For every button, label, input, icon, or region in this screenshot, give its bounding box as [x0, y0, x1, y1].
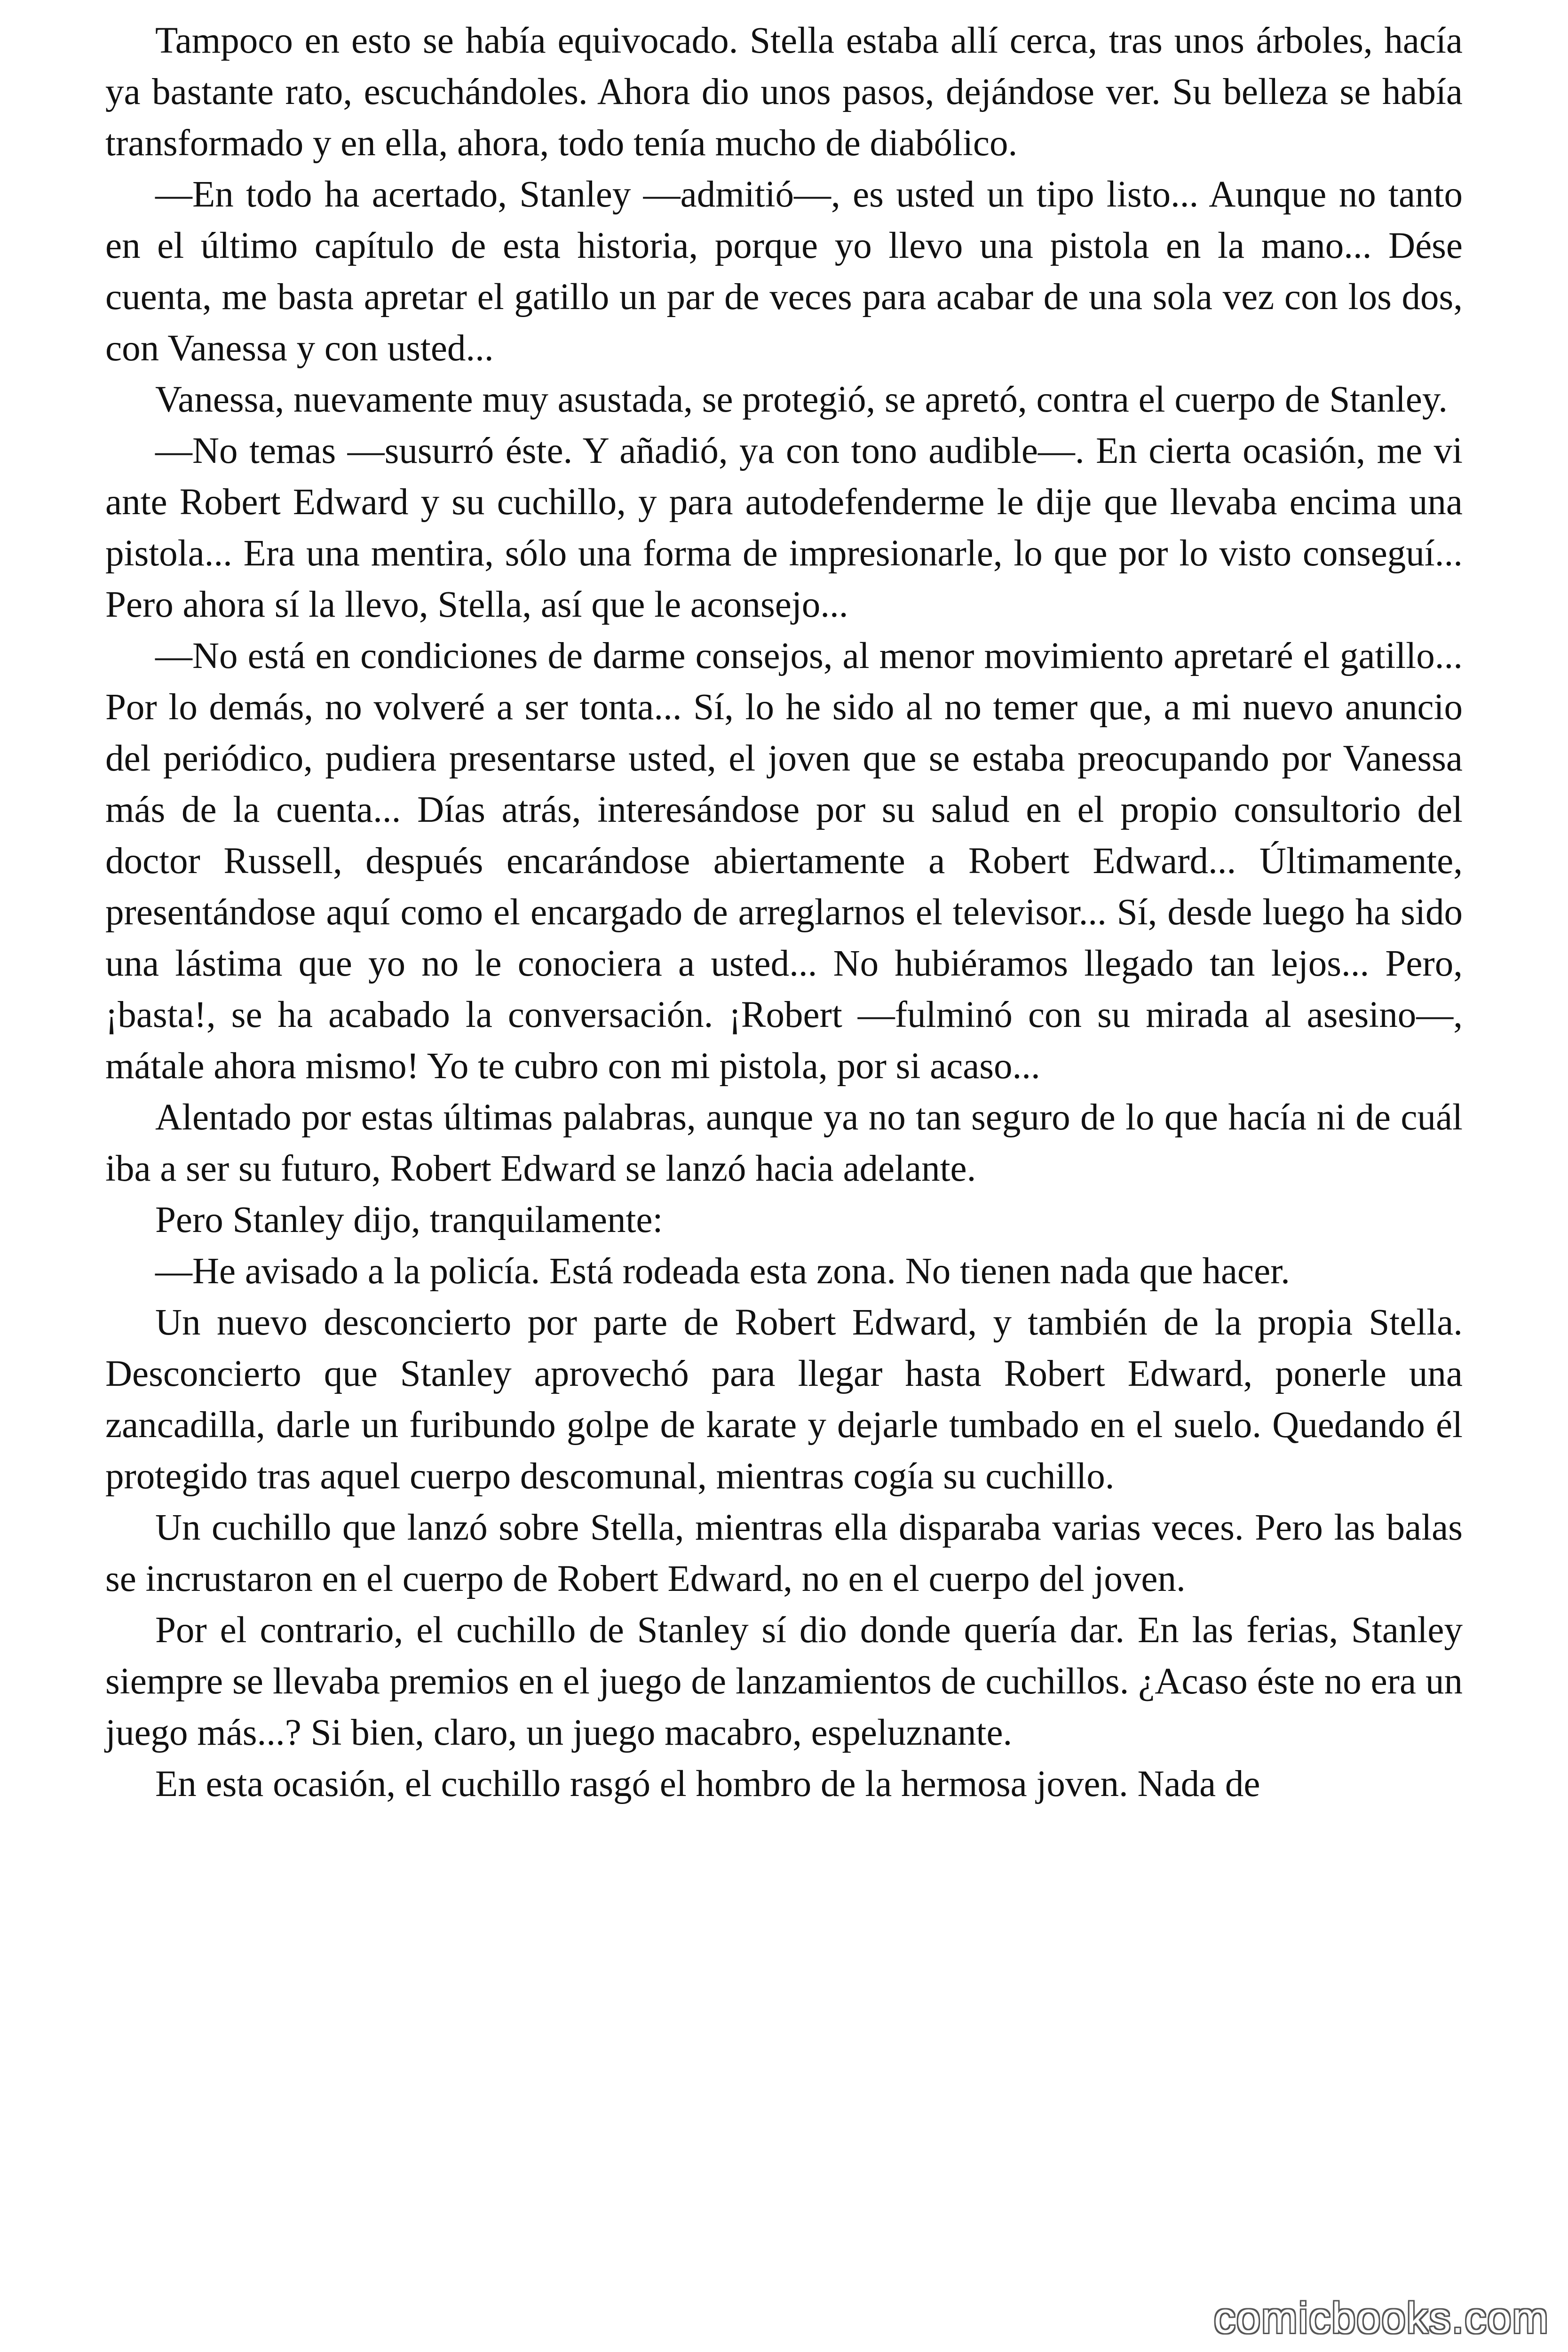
page-text: [105, 15, 1463, 1810]
paragraph: —No temas —susurró éste. Y añadió, ya con tono audible—. En cierta ocasión, me vi ante Robert Edward y su cuchillo, y para autodefenderme le dije que llevaba encima una pistola... Era una mentira, sólo una forma de impresionarle, lo que por lo visto conseguí... Pero ahora sí la llevo, Stella, así que le aconsejo...: [105, 430, 1463, 625]
paragraph: Tampoco en esto se había equivocado. Stella estaba allí cerca, tras unos árboles, hacía ya bastante rato, escuchándoles. Ahora dio unos pasos, dejándose ver. Su belleza se había transformado y en ella, ahora, todo tenía mucho de diabólico.: [105, 20, 1463, 164]
paragraph: Un cuchillo que lanzó sobre Stella, mientras ella disparaba varias veces. Pero las balas se incrustaron en el cuerpo de Robert Edward, no en el cuerpo del joven.: [105, 1507, 1463, 1599]
paragraph: En esta ocasión, el cuchillo rasgó el hombro de la hermosa joven. Nada de: [155, 1764, 1260, 1804]
paragraph: Por el contrario, el cuchillo de Stanley sí dio donde quería dar. En las ferias, Stanley siempre se llevaba premios en el juego de lanzamientos de cuchillos. ¿Acaso éste no era un juego más...? Si bien, claro, un juego macabro, espeluznante.: [105, 1610, 1463, 1753]
paragraph: Pero Stanley dijo, tranquilamente:: [155, 1200, 663, 1240]
paragraph: —He avisado a la policía. Está rodeada esta zona. No tienen nada que hacer.: [155, 1251, 1290, 1292]
paragraph: Vanessa, nuevamente muy asustada, se protegió, se apretó, contra el cuerpo de Stanley.: [155, 379, 1448, 420]
paragraph: Alentado por estas últimas palabras, aunque ya no tan seguro de lo que hacía ni de cuál iba a ser su futuro, Robert Edward se lanzó hacia adelante.: [105, 1097, 1463, 1189]
paragraph: Un nuevo desconcierto por parte de Robert Edward, y también de la propia Stella. Desconcierto que Stanley aprovechó para llegar hasta Robert Edward, ponerle una zancadilla, darle un furibundo golpe de karate y dejarle tumbado en el suelo. Quedando él protegido tras aquel cuerpo descomunal, mientras cogía su cuchillo.: [105, 1302, 1463, 1497]
watermark: comicbooks.com: [1213, 2294, 1549, 2342]
paragraph: —En todo ha acertado, Stanley —admitió—, es usted un tipo listo... Aunque no tanto en el último capítulo de esta historia, porque yo llevo una pistola en la mano... Dése cuenta, me basta apretar el gatillo un par de veces para acabar de una sola vez con los dos, con Vanessa y con usted...: [105, 174, 1463, 369]
paragraph: —No está en condiciones de darme consejos, al menor movimiento apretaré el gatillo... Por lo demás, no volveré a ser tonta... Sí, lo he sido al no temer que, a mi nuevo anuncio del periódico, pudiera presentarse usted, el joven que se estaba preocupando por Vanessa más de la cuenta... Días atrás, interesándose por su salud en el propio consultorio del doctor Russell, después encarándose abiertamente a Robert Edward... Últimamente, presentándose aquí como el encargado de arreglarnos el televisor... Sí, desde luego ha sido una lástima que yo no le conociera a usted... No hubiéramos llegado tan lejos... Pero, ¡basta!, se ha acabado la conversación. ¡Robert —fulminó con su mirada al asesino—, mátale ahora mismo! Yo te cubro con mi pistola, por si acaso...: [105, 636, 1463, 1087]
